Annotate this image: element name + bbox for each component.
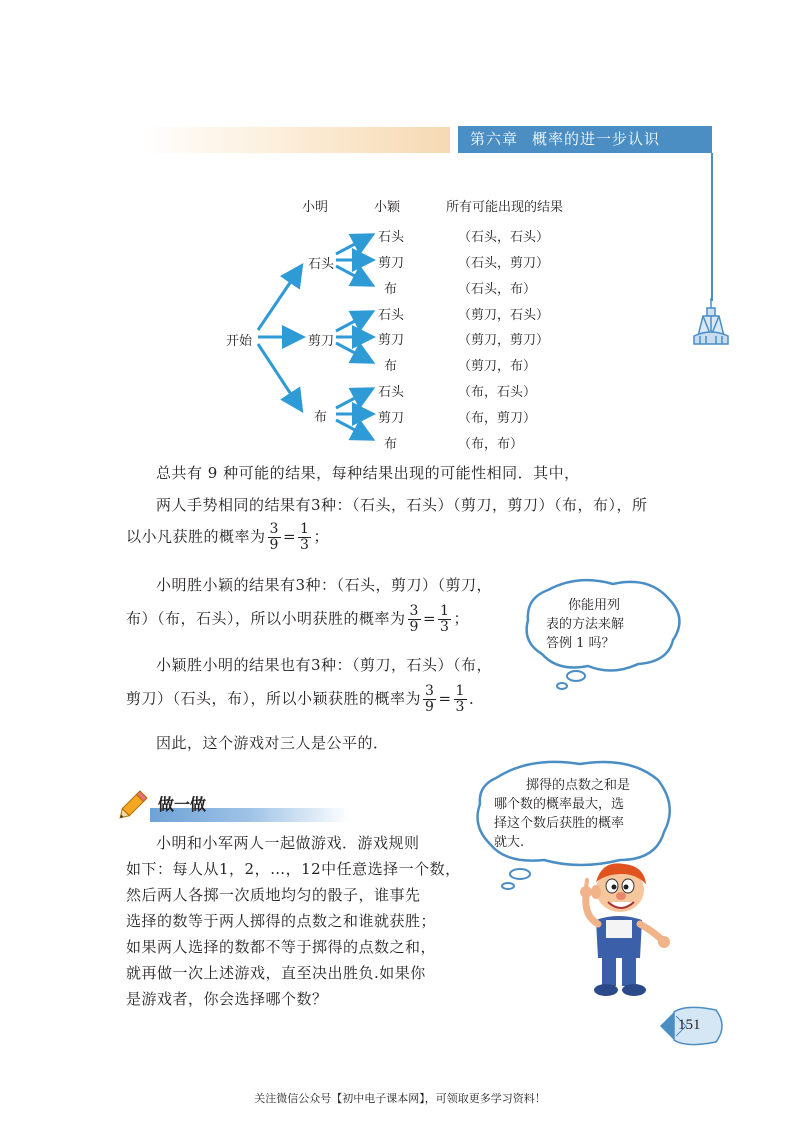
tree-result: （剪刀，剪刀） xyxy=(458,333,550,348)
fraction: $\frac{3}{9}$ xyxy=(409,603,419,635)
tree-result: （布，布） xyxy=(458,437,524,452)
fraction: $\frac{1}{3}$ xyxy=(455,683,465,715)
tree-level2-node: 剪刀 xyxy=(378,333,405,348)
tree-level2-node: 剪刀 xyxy=(378,411,405,426)
activity-line: 然后两人各掷一次质地均匀的骰子，谁事先 xyxy=(126,886,421,904)
tree-level1-node: 剪刀 xyxy=(308,334,335,349)
tree-result: （布，剪刀） xyxy=(458,411,537,426)
paragraph-same-line2: 以小凡获胜的概率为 $\frac{3}{9}$ = $\frac{1}{3}$ ； xyxy=(126,521,329,553)
tree-level2-node: 石头 xyxy=(378,230,405,245)
paragraph-total: 总共有 9 种可能的结果，每种结果出现的可能性相同．其中， xyxy=(156,464,580,482)
cartoon-boy-illustration xyxy=(566,860,676,1010)
bubble-1-text: 你能用列 表的方法来解 答例 1 吗？ xyxy=(546,598,625,651)
tree-level2-node: 布 xyxy=(384,359,398,374)
activity-line: 就再做一次上述游戏，直至决出胜负.如果你 xyxy=(126,964,426,982)
activity-line: 如下：每人从1，2，…，12中任意选择一个数， xyxy=(126,860,461,878)
tree-level2-node: 石头 xyxy=(378,385,405,400)
tree-level1-node: 石头 xyxy=(308,257,335,272)
column-header-xiaoming: 小明 xyxy=(302,200,329,215)
activity-line: 如果两人选择的数都不等于掷得的点数之和， xyxy=(126,938,437,956)
tree-level2-node: 布 xyxy=(384,282,398,297)
arrow-l2 xyxy=(336,420,370,438)
tree-result: （布，石头） xyxy=(458,385,537,400)
arrow-start-stone xyxy=(258,268,300,330)
tree-result: （剪刀，石头） xyxy=(458,308,550,323)
activity-line: 选择的数等于两人掷得的点数之和谁就获胜； xyxy=(126,912,437,930)
tree-arrows xyxy=(0,0,800,470)
fraction: $\frac{3}{9}$ xyxy=(425,683,435,715)
tree-result: （剪刀，布） xyxy=(458,359,537,374)
arrow-l2 xyxy=(336,390,370,408)
tree-level2-node: 布 xyxy=(384,437,398,452)
tree-result: （石头，剪刀） xyxy=(458,256,550,271)
fraction: $\frac{1}{3}$ xyxy=(440,603,450,635)
arrow-l2 xyxy=(336,266,370,284)
column-header-xiaoying: 小颖 xyxy=(374,200,401,215)
pencil-icon xyxy=(118,786,152,820)
paragraph-xiaoying-line1: 小颖胜小明的结果也有3种：（剪刀，石头）（布， xyxy=(156,656,493,674)
arrow-l2 xyxy=(336,343,370,361)
bubble-2-text: 掷得的点数之和是 哪个数的概率最大，选 择这个数后获胜的概率 就大. xyxy=(494,778,631,850)
section-title: 做一做 xyxy=(158,795,207,814)
paragraph-same-text: 以小凡获胜的概率为 xyxy=(126,527,266,546)
tree-level2-node: 石头 xyxy=(378,308,405,323)
paragraph-xiaoming-line1: 小明胜小颖的结果有3种：（石头，剪刀）（剪刀， xyxy=(156,576,493,594)
paragraph-conclusion: 因此，这个游戏对三人是公平的． xyxy=(156,734,389,752)
fraction: $\frac{3}{9}$ xyxy=(269,521,279,553)
chapter-number: 第六章 xyxy=(470,130,519,148)
fraction: $\frac{1}{3}$ xyxy=(300,521,310,553)
paragraph-xiaoying-line2: 剪刀）（石头，布），所以小颖获胜的概率为 $\frac{3}{9}$ = $\frac{1}{3}$ ． xyxy=(126,683,485,715)
paragraph-xiaoming-line2: 布）（布，石头），所以小明获胜的概率为 $\frac{3}{9}$ = $\frac{1}{3}$ ； xyxy=(126,603,469,635)
arrow-l2 xyxy=(336,313,370,331)
page-number: 151 xyxy=(678,1017,701,1033)
tree-start: 开始 xyxy=(226,334,253,349)
tree-level2-node: 剪刀 xyxy=(378,256,405,271)
arrow-start-cloth xyxy=(258,344,300,408)
footer-note: 关注微信公众号【初中电子课本网】，可领取更多学习资料！ xyxy=(254,1092,546,1105)
paragraph-same-line1: 两人手势相同的结果有3种：（石头，石头）（剪刀，剪刀）（布，布），所 xyxy=(156,496,648,514)
activity-line: 小明和小军两人一起做游戏．游戏规则 xyxy=(156,834,420,852)
tree-level1-node: 布 xyxy=(314,410,328,425)
arrow-l2 xyxy=(336,236,370,254)
tree-result: （石头，布） xyxy=(458,282,537,297)
chapter-title: 概率的进一步认识 xyxy=(532,130,661,148)
activity-line: 是游戏者，你会选择哪个数？ xyxy=(126,990,328,1008)
tree-result: （石头，石头） xyxy=(458,230,550,245)
column-header-results: 所有可能出现的结果 xyxy=(446,200,564,215)
